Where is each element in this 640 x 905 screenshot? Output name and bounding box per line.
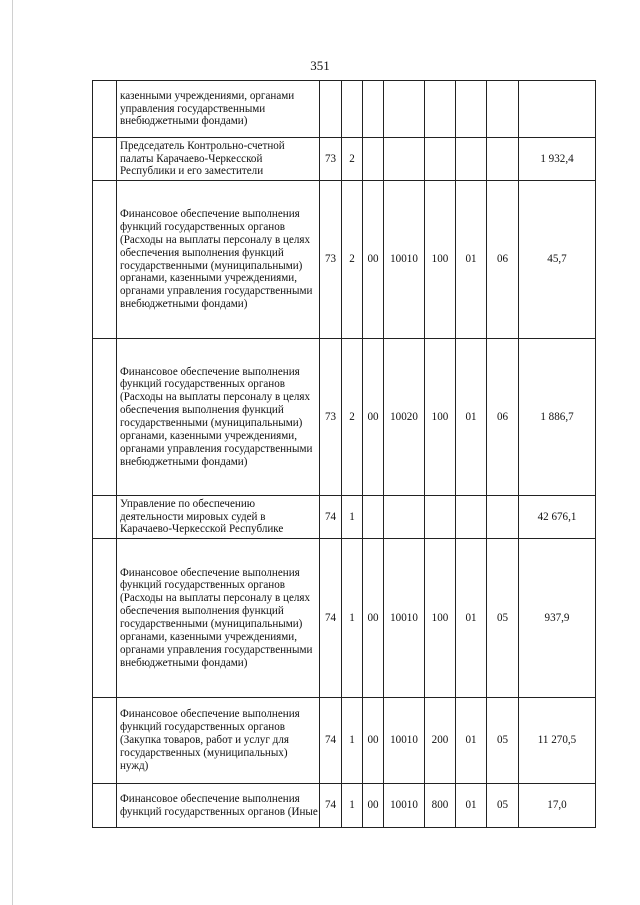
page-number: 351 bbox=[310, 58, 330, 73]
code-cell: 01 bbox=[456, 339, 487, 496]
code-cell: 74 bbox=[320, 496, 342, 539]
code-cell: 05 bbox=[487, 698, 519, 784]
table-row bbox=[93, 81, 596, 138]
table-row bbox=[93, 784, 596, 828]
code-cell: 74 bbox=[320, 698, 342, 784]
code-cell bbox=[363, 496, 384, 539]
code-cell: 01 bbox=[456, 539, 487, 698]
amount-cell: 45,7 bbox=[519, 181, 596, 339]
code-cell: 74 bbox=[320, 784, 342, 828]
row-blank-cell bbox=[93, 698, 117, 784]
expense-name-cell: Председатель Контрольно-счетной палаты Карачаево-Черкесской Республики и его заместители bbox=[117, 138, 320, 181]
expense-name-cell: Финансовое обеспечение выполнения функций государственных органов (Расходы на выплаты персоналу в целях обеспечения выполнения функций государственными (муниципальными) органами, казенными учреждениями, органами управления государственными внебюджетными фондами) bbox=[117, 339, 320, 496]
code-cell bbox=[487, 81, 519, 138]
code-cell: 10010 bbox=[384, 181, 425, 339]
amount-cell: 937,9 bbox=[519, 539, 596, 698]
code-cell bbox=[363, 138, 384, 181]
scan-margin-line bbox=[12, 0, 13, 905]
code-cell: 1 bbox=[342, 496, 363, 539]
code-cell: 800 bbox=[425, 784, 456, 828]
code-cell: 100 bbox=[425, 539, 456, 698]
table-row bbox=[93, 181, 596, 339]
code-cell bbox=[425, 138, 456, 181]
code-cell: 10020 bbox=[384, 339, 425, 496]
code-cell: 05 bbox=[487, 784, 519, 828]
code-cell: 10010 bbox=[384, 784, 425, 828]
code-cell: 74 bbox=[320, 539, 342, 698]
table-row bbox=[93, 138, 596, 181]
code-cell: 2 bbox=[342, 339, 363, 496]
code-cell: 00 bbox=[363, 698, 384, 784]
code-cell: 06 bbox=[487, 181, 519, 339]
code-cell: 1 bbox=[342, 784, 363, 828]
row-blank-cell bbox=[93, 784, 117, 828]
code-cell: 1 bbox=[342, 539, 363, 698]
amount-cell: 42 676,1 bbox=[519, 496, 596, 539]
table-row bbox=[93, 539, 596, 698]
code-cell: 2 bbox=[342, 181, 363, 339]
code-cell: 100 bbox=[425, 181, 456, 339]
row-blank-cell bbox=[93, 496, 117, 539]
code-cell: 00 bbox=[363, 181, 384, 339]
table-row bbox=[93, 496, 596, 539]
code-cell: 200 bbox=[425, 698, 456, 784]
code-cell bbox=[384, 81, 425, 138]
code-cell: 10010 bbox=[384, 539, 425, 698]
budget-table bbox=[92, 80, 596, 828]
code-cell: 00 bbox=[363, 784, 384, 828]
code-cell: 100 bbox=[425, 339, 456, 496]
code-cell bbox=[384, 496, 425, 539]
expense-name-cell: Управление по обеспечению деятельности мировых судей в Карачаево-Черкесской Республике bbox=[117, 496, 320, 539]
code-cell: 73 bbox=[320, 339, 342, 496]
code-cell bbox=[456, 496, 487, 539]
code-cell: 1 bbox=[342, 698, 363, 784]
amount-cell: 11 270,5 bbox=[519, 698, 596, 784]
table-row bbox=[93, 698, 596, 784]
amount-cell: 1 932,4 bbox=[519, 138, 596, 181]
row-blank-cell bbox=[93, 339, 117, 496]
code-cell: 73 bbox=[320, 138, 342, 181]
code-cell: 2 bbox=[342, 138, 363, 181]
code-cell bbox=[342, 81, 363, 138]
row-blank-cell bbox=[93, 539, 117, 698]
code-cell: 00 bbox=[363, 539, 384, 698]
code-cell: 73 bbox=[320, 181, 342, 339]
row-blank-cell bbox=[93, 81, 117, 138]
code-cell bbox=[384, 138, 425, 181]
amount-cell: 1 886,7 bbox=[519, 339, 596, 496]
row-blank-cell bbox=[93, 181, 117, 339]
code-cell: 01 bbox=[456, 784, 487, 828]
code-cell: 00 bbox=[363, 339, 384, 496]
code-cell bbox=[456, 81, 487, 138]
table-row bbox=[93, 339, 596, 496]
code-cell: 01 bbox=[456, 698, 487, 784]
code-cell bbox=[425, 81, 456, 138]
expense-name-cell: Финансовое обеспечение выполнения функций государственных органов (Расходы на выплаты персоналу в целях обеспечения выполнения функций государственными (муниципальными) органами, казенными учреждениями, органами управления государственными внебюджетными фондами) bbox=[117, 181, 320, 339]
expense-name-cell: Финансовое обеспечение выполнения функций государственных органов (Расходы на выплаты персоналу в целях обеспечения выполнения функций государственными (муниципальными) органами, казенными учреждениями, органами управления государственными внебюджетными фондами) bbox=[117, 539, 320, 698]
code-cell bbox=[425, 496, 456, 539]
code-cell bbox=[487, 496, 519, 539]
expense-name-cell: казенными учреждениями, органами управления государственными внебюджетными фондами) bbox=[117, 81, 320, 138]
code-cell bbox=[320, 81, 342, 138]
amount-cell: 17,0 bbox=[519, 784, 596, 828]
budget-table-body bbox=[93, 81, 596, 828]
code-cell bbox=[363, 81, 384, 138]
code-cell: 01 bbox=[456, 181, 487, 339]
code-cell: 10010 bbox=[384, 698, 425, 784]
code-cell bbox=[456, 138, 487, 181]
row-blank-cell bbox=[93, 138, 117, 181]
amount-cell bbox=[519, 81, 596, 138]
code-cell bbox=[487, 138, 519, 181]
code-cell: 06 bbox=[487, 339, 519, 496]
expense-name-cell: Финансовое обеспечение выполнения функций государственных органов (Закупка товаров, работ и услуг для государственных (муниципальных) нужд) bbox=[117, 698, 320, 784]
expense-name-cell: Финансовое обеспечение выполнения функций государственных органов (Иные bbox=[117, 784, 320, 828]
code-cell: 05 bbox=[487, 539, 519, 698]
